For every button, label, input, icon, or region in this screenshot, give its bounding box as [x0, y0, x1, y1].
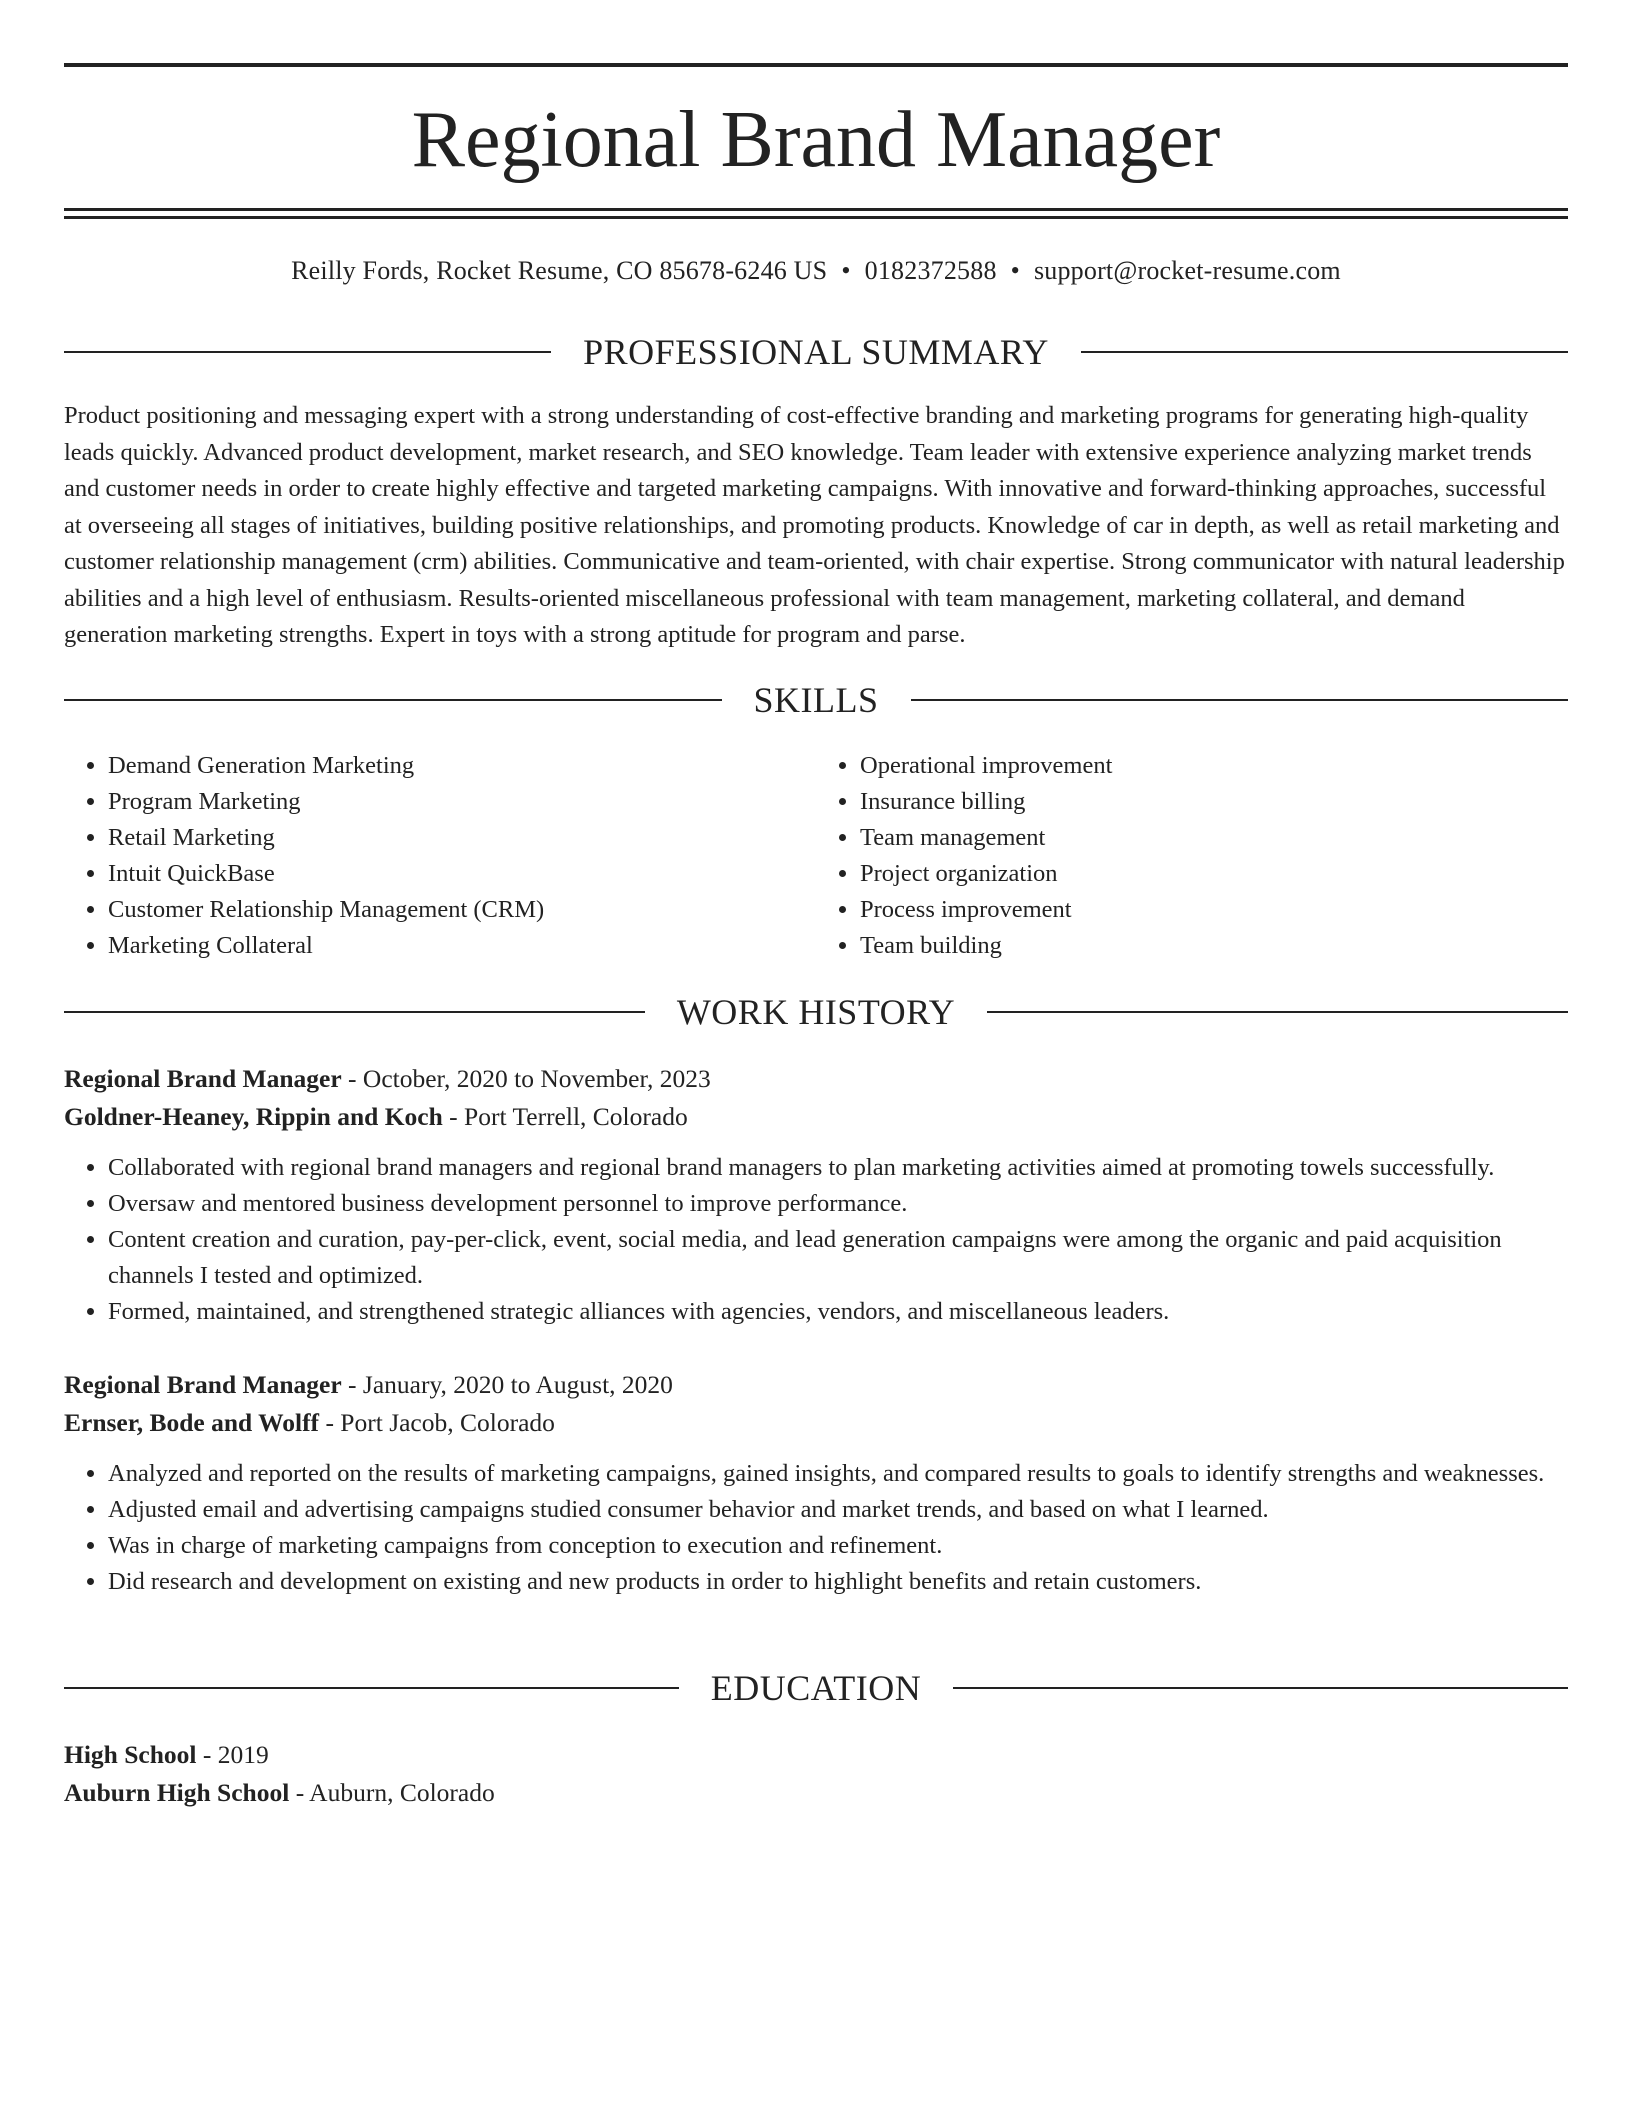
- education-year: - 2019: [196, 1740, 269, 1769]
- job-title-line: [64, 1060, 1568, 1098]
- education-entry: [64, 1736, 1568, 1812]
- skill-item: • Intuit QuickBase: [108, 856, 816, 892]
- heading-rule-left: [64, 351, 551, 353]
- skill-item: • Process improvement: [860, 892, 1568, 928]
- education-heading: [64, 1666, 1568, 1710]
- job-bullet: • Content creation and curation, pay-per-click, event, social media, and lead generation campaigns were among the organic and paid acquisition channels I tested and optimized.: [108, 1222, 1568, 1294]
- resume-title: Regional Brand Manager: [411, 96, 1221, 184]
- summary-heading-label: PROFESSIONAL SUMMARY: [583, 332, 1049, 372]
- skill-item: • Marketing Collateral: [108, 928, 816, 964]
- heading-rule-right: [1081, 351, 1568, 353]
- skills-column-right: [816, 748, 1568, 964]
- summary-heading: [64, 330, 1568, 374]
- job-bullet: • Did research and development on existing and new products in order to highlight benefits and retain customers.: [108, 1564, 1568, 1600]
- skill-item: • Team management: [860, 820, 1568, 856]
- job-role: Regional Brand Manager: [64, 1064, 342, 1093]
- job-entry: [64, 1060, 1568, 1330]
- skill-item: • Team building: [860, 928, 1568, 964]
- heading-rule-right: [987, 1011, 1568, 1013]
- heading-rule-right: [953, 1687, 1568, 1689]
- contact-email[interactable]: support@rocket-resume.com: [1033, 256, 1341, 285]
- skill-item: • Demand Generation Marketing: [108, 748, 816, 784]
- education-degree: High School: [64, 1740, 197, 1769]
- skill-item: • Program Marketing: [108, 784, 816, 820]
- skill-item: • Project organization: [860, 856, 1568, 892]
- skills-heading: [64, 678, 1568, 722]
- heading-rule-left: [64, 1011, 645, 1013]
- skill-item: • Operational improvement: [860, 748, 1568, 784]
- contact-address: Reilly Fords, Rocket Resume, CO 85678-6246 US: [291, 256, 828, 285]
- skill-item: • Retail Marketing: [108, 820, 816, 856]
- contact-separator: •: [841, 256, 851, 285]
- work-heading-label: WORK HISTORY: [676, 992, 956, 1032]
- job-location: - Port Terrell, Colorado: [442, 1102, 688, 1131]
- heading-rule-left: [64, 1687, 679, 1689]
- title-double-rule: [64, 208, 1568, 219]
- education-location: - Auburn, Colorado: [289, 1778, 495, 1807]
- job-company: Ernser, Bode and Wolff: [64, 1408, 320, 1437]
- job-bullets: [64, 1456, 1568, 1600]
- job-company-line: [64, 1098, 1568, 1136]
- job-bullet: • Analyzed and reported on the results of marketing campaigns, gained insights, and compared results to goals to identify strengths and weaknesses.: [108, 1456, 1568, 1492]
- job-location: - Port Jacob, Colorado: [319, 1408, 555, 1437]
- skills-list: [64, 748, 1568, 964]
- contact-separator: •: [1010, 256, 1020, 285]
- job-company-line: [64, 1404, 1568, 1442]
- education-heading-label: EDUCATION: [710, 1668, 922, 1708]
- education-school-line: [64, 1774, 1568, 1812]
- top-rule: [64, 63, 1568, 67]
- skills-column-left: [64, 748, 816, 964]
- job-bullet: • Adjusted email and advertising campaigns studied consumer behavior and market trends, and based on what I learned.: [108, 1492, 1568, 1528]
- education-degree-line: [64, 1736, 1568, 1774]
- job-bullet: • Oversaw and mentored business development personnel to improve performance.: [108, 1186, 1568, 1222]
- skill-item: • Insurance billing: [860, 784, 1568, 820]
- job-company: Goldner-Heaney, Rippin and Koch: [64, 1102, 443, 1131]
- job-dates: - January, 2020 to August, 2020: [341, 1370, 673, 1399]
- heading-rule-right: [911, 699, 1569, 701]
- contact-phone: 0182372588: [864, 256, 997, 285]
- education-school: Auburn High School: [64, 1778, 290, 1807]
- job-bullet: • Was in charge of marketing campaigns from conception to execution and refinement.: [108, 1528, 1568, 1564]
- job-title-line: [64, 1366, 1568, 1404]
- job-bullet: • Formed, maintained, and strengthened strategic alliances with agencies, vendors, and miscellaneous leaders.: [108, 1294, 1568, 1330]
- job-entry: [64, 1366, 1568, 1600]
- contact-line: [64, 254, 1568, 288]
- job-bullets: [64, 1150, 1568, 1330]
- skill-item: • Customer Relationship Management (CRM): [108, 892, 816, 928]
- heading-rule-left: [64, 699, 722, 701]
- job-role: Regional Brand Manager: [64, 1370, 342, 1399]
- job-dates: - October, 2020 to November, 2023: [341, 1064, 711, 1093]
- work-heading: [64, 990, 1568, 1034]
- job-bullet: • Collaborated with regional brand managers and regional brand managers to plan marketing activities aimed at promoting towels successfully.: [108, 1150, 1568, 1186]
- skills-heading-label: SKILLS: [753, 680, 879, 720]
- summary-text: Product positioning and messaging expert with a strong understanding of cost-effective branding and marketing programs for generating high-quality leads quickly. Advanced product development, market research, and SEO knowledge. Team leader with extensive experience analyzing market trends and customer needs in order to create highly effective and targeted marketing campaigns. With innovative and forward-thinking approaches, successful at overseeing all stages of initiatives, building positive relationships, and promoting products. Knowledge of car in depth, as well as retail marketing and customer relationship management (crm) abilities. Communicative and team-oriented, with chair expertise. Strong communicator with natural leadership abilities and a high level of enthusiasm. Results-oriented miscellaneous professional with team management, marketing collateral, and demand generation marketing strengths. Expert in toys with a strong aptitude for program and parse.: [64, 402, 1565, 648]
